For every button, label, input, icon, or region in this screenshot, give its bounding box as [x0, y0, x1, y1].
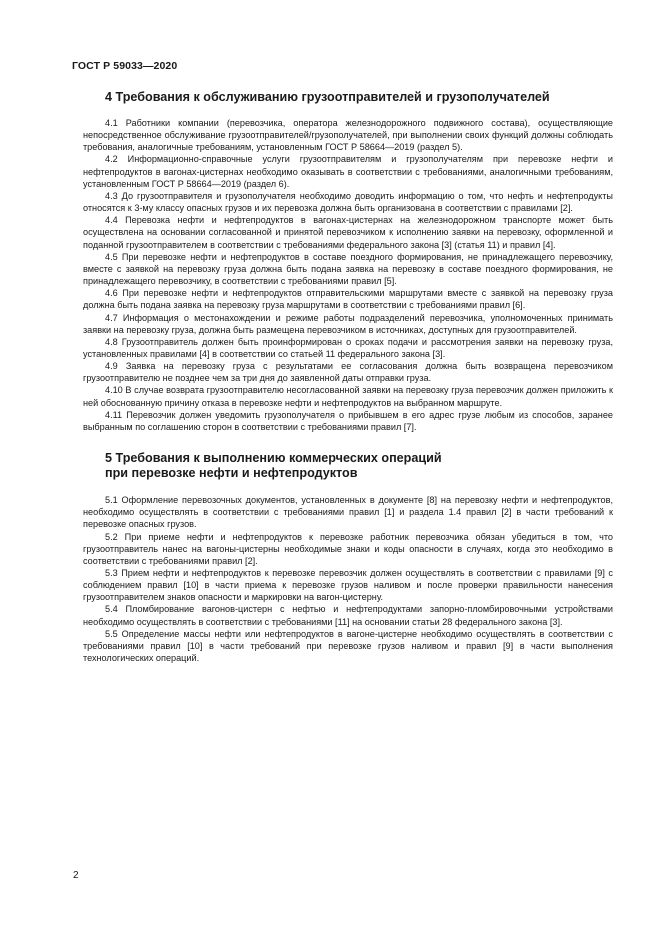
- paragraph-5-4: 5.4 Пломбирование вагонов-цистерн с нефтью и нефтепродуктами запорно-пломбировочными устройствами необходимо осуществлять в соответствии с требованиями [11] на основании статьи 28 федерального закона [3].: [83, 604, 613, 627]
- paragraph-4-3: 4.3 До грузоотправителя и грузополучателя необходимо доводить информацию о том, что нефть и нефтепродукты относятся к 3-му классу опасных грузов и их перевозка должна быть организована в соответствии с правилами [2].: [83, 190, 613, 214]
- paragraph-4-7: 4.7 Информация о местонахождении и режиме работы подразделений перевозчика, уполномоченных принимать заявки на перевозку груза, должна быть размещена перевозчиком в источниках, доступных для грузоотправителей.: [83, 312, 613, 335]
- paragraph-4-6: 4.6 При перевозке нефти и нефтепродуктов отправительскими маршрутами вместе с заявкой на перевозку груза должна быть подана заявка на перевозку груза маршрутами в соответствии с требованиями правил [6].: [83, 288, 613, 311]
- paragraph-4-11: 4.11 Перевозчик должен уведомить грузополучателя о прибывшем в его адрес грузе любым из способов, заранее выбранным по соглашению сторон в соответствии с требованиями правил [7].: [83, 409, 613, 432]
- paragraph-5-1: 5.1 Оформление перевозочных документов, установленных в документе [8] на перевозку нефти и нефтепродуктов, необходимо осуществлять в соответствии с требованиями правил [1] и раздела 1.4 правил [2] в части требований к перевозке опасных грузов.: [83, 495, 613, 530]
- paragraph-4-5: 4.5 При перевозке нефти и нефтепродуктов в составе поездного формирования, не принадлежащего перевозчику, вместе с заявкой на перевозку груза должна быть подана заявка на перевозку в составе поездного формирования, не принадлежащего перевозчику, в соответствии с требованиями правил [5].: [83, 251, 613, 287]
- section-5-title-line-2: при перевозке нефти и нефтепродуктов: [105, 466, 358, 481]
- paragraph-4-10: 4.10 В случае возврата грузоотправителю несогласованной заявки на перевозку груза перевозчик должен приложить к ней обоснованную причину отказа в перевозке нефти и нефтепродуктов на выбранном маршруте.: [83, 385, 613, 408]
- section-5-title: [105, 451, 613, 481]
- paragraph-5-3: 5.3 Прием нефти и нефтепродуктов к перевозке перевозчик должен осуществлять в соответствии с правилами [9] с соблюдением правил [10] в части приема к перевозке грузов наливом и после проверки правильности нанесения грузоотправителем знаков опасности и маркировки на вагон-цистерну.: [83, 568, 613, 603]
- section-5-title-line-1: 5 Требования к выполнению коммерческих операций: [105, 451, 442, 466]
- document-body: [83, 90, 613, 664]
- paragraph-5-5: 5.5 Определение массы нефти или нефтепродуктов в вагоне-цистерне необходимо осуществлять в соответствии с требованиями правил [10] в части требований при перевозке грузов наливом и правил [9] в части выполнения технологических операций.: [83, 628, 613, 664]
- document-header: ГОСТ Р 59033—2020: [72, 60, 178, 72]
- paragraph-4-9: 4.9 Заявка на перевозку груза с результатами ее согласования должна быть возвращена перевозчиком грузоотправителю не позднее чем за три дня до заявленной даты отправки груза.: [83, 361, 613, 384]
- paragraph-4-4: 4.4 Перевозка нефти и нефтепродуктов в вагонах-цистернах на железнодорожном транспорте может быть осуществлена на основании согласованной и принятой перевозчиком к исполнению заявки на перевозку, оформленной и поданной грузоотправителем в соответствии с требованиями федерального закона [3] (статья 11) и правил [4].: [83, 215, 613, 250]
- paragraph-4-2: 4.2 Информационно-справочные услуги грузоотправителям и грузополучателям при перевозке нефти и нефтепродуктов в вагонах-цистернах необходимо оказывать в соответствии с требованиями, аналогичными требованиям, установленным ГОСТ Р 58664—2019 (раздел 6).: [83, 154, 613, 189]
- paragraph-4-1: 4.1 Работники компании (перевозчика, оператора железнодорожного подвижного состава), осуществляющие непосредственное обслуживание грузоотправителей/грузополучателей, при выполнении своих функций должны соблюдать требования, аналогичные требованиям, установленным ГОСТ Р 58664—2019 (раздел 5).: [83, 118, 613, 153]
- page-number: 2: [73, 870, 79, 881]
- section-4-title: 4 Требования к обслуживанию грузоотправителей и грузополучателей: [105, 90, 550, 104]
- paragraph-4-8: 4.8 Грузоотправитель должен быть проинформирован о сроках подачи и рассмотрения заявки на перевозку груза, установленных правилами [4] в соответствии со статьей 11 федерального закона [3].: [83, 336, 613, 359]
- paragraph-5-2: 5.2 При приеме нефти и нефтепродуктов к перевозке работник перевозчика обязан убедиться в том, что грузоотправитель нанес на вагоны-цистерны необходимые знаки и коды опасности в случаях, когда это необходимо в соответствии с требованиями правил [2].: [83, 531, 613, 566]
